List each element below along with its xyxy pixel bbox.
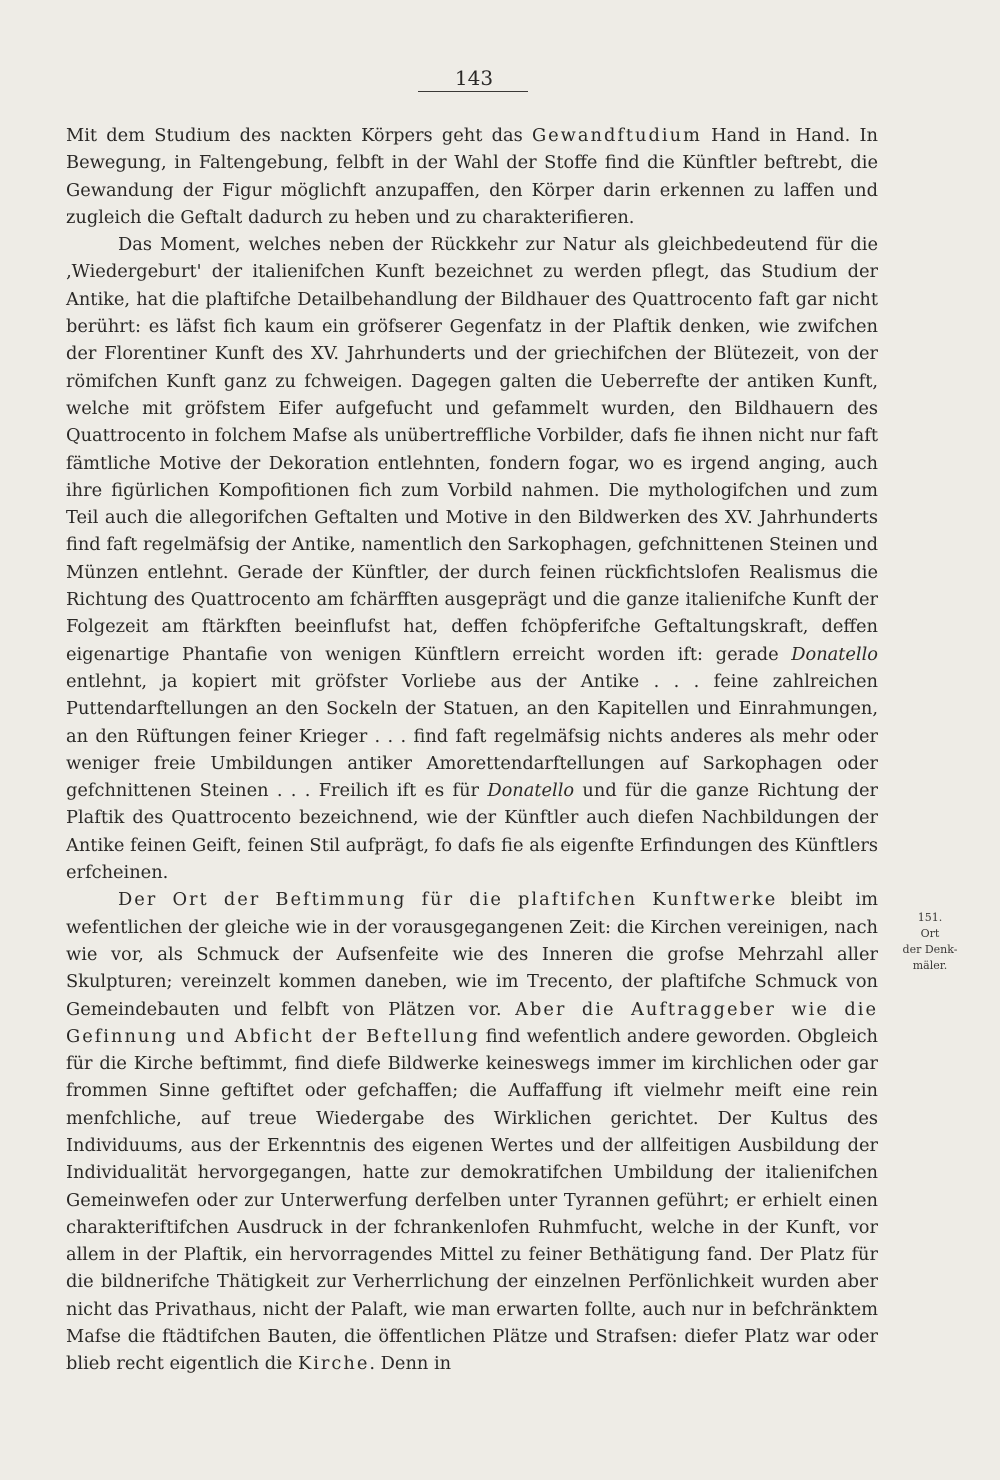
page-number: 143 — [454, 66, 494, 90]
spaced-emphasis: Aber die Auftraggeber wie die Gefinnung und Abficht der Beftellung — [66, 998, 878, 1047]
margin-note-line: mäler. — [912, 959, 948, 972]
paragraph-text: find wefentlich andere geworden. Obgleich für die Kirche beftimmt, find diefe Bildwerke keineswegs immer im kirchlichen oder gar frommen Sinne geftiftet oder gefchaffen; die Auffaffung ift vielmehr meift eine rein menfchliche, auf treue Wiedergabe des Wirklichen gerichtet. Der Kultus des Individuums, aus der Erkenntnis des eigenen Wertes und der allfeitigen Ausbildung der Individualität hervorgegangen, hatte zur demokratifchen Umbildung der italienifchen Gemeinwefen oder zur Unterwerfung derfelben unter Tyrannen geführt; er erhielt einen charakteriftifchen Ausdruck in der fchrankenlofen Ruhmfucht, welche in der Kunft, vor allem in der Plaftik, ein hervorragendes Mittel zu feiner Bethätigung fand. Der Platz für die bildnerifche Thätigkeit zur Verherrlichung der einzelnen Perfönlichkeit wurden aber nicht das Privathaus, nicht der Palaft, wie man erwarten follte, auch nur in befchränktem Mafse die ftädtifchen Bauten, die öffentlichen Plätze und Strafsen: diefer Platz war oder blieb recht eigentlich die — [66, 1025, 878, 1375]
spaced-emphasis: Kirche — [297, 1353, 370, 1375]
margin-note — [888, 910, 972, 974]
paragraph-antike — [66, 231, 878, 886]
paragraph-text: Mit dem Studium des nackten Körpers geht das — [66, 125, 532, 146]
italic-name: Donatello — [791, 643, 878, 665]
paragraph-text: entlehnt, ja kopiert mit gröfster Vorliebe aus der Antike . . . feine zahlreichen Puttendarftellungen an den Sockeln der Statuen, an den Kapitellen und Einrahmungen, an den Rüftungen feiner Krieger . . . find faft regelmäfsig nichts anderes als mehr oder weniger freie Umbildungen antiker Amorettendarftellungen auf Sarkophagen oder gefchnittenen Steinen . . . Freilich ift es für — [66, 670, 878, 802]
italic-name: Donatello — [487, 780, 575, 802]
paragraph-text: Das Moment, welches neben der Rückkehr zur Natur als gleichbedeutend für die ‚Wiedergeburt' der italienifchen Kunft bezeichnet zu werden pflegt, das Studium der Antike, hat die plaftifche Detailbehandlung der Bildhauer des Quattrocento faft gar nicht berührt: es läfst fich kaum ein gröfserer Gegenfatz in der Plaftik denken, wie zwifchen der Florentiner Kunft des XV. Jahrhunderts und der griechifchen der Blütezeit, von der römifchen Kunft ganz zu fchweigen. Dagegen galten die Ueberrefte der antiken Kunft, welche mit gröfstem Eifer aufgefucht und gefammelt wurden, den Bildhauern des Quattrocento in folchem Mafse als unübertreffliche Vorbilder, dafs fie ihnen nicht nur faft fämtliche Motive der Dekoration entlehnten, fondern fogar, wo es irgend anging, auch ihre figürlichen Kompofitionen fich zum Vorbild nahmen. Die mythologifchen und zum Teil auch die allegorifchen Geftalten und Motive in den Bildwerken des XV. Jahrhunderts find faft regelmäfsig der Antike, namentlich den Sarkophagen, gefchnittenen Steinen und Münzen entlehnt. Gerade der Künftler, der durch feinen rückfichtslofen Realismus die Richtung des Quattrocento am fchärfften ausgeprägt und die ganze italienifche Kunft der Folgezeit am ftärkften beeinflufst hat, deffen fchöpferifche Geftaltungskraft, deffen eigenartige Phantafie von wenigen Künftlern erreicht worden ift: gerade — [66, 234, 878, 665]
spaced-emphasis: Gewandftudium — [531, 125, 702, 146]
header-rule — [418, 91, 528, 92]
margin-note-number: 151. — [917, 911, 943, 924]
paragraph-text: und für die ganze Richtung der Plaftik des Quattrocento bezeichnend, wie der Künftler auch diefen Nachbildungen der Antike feinen Geift, feinen Stil aufprägt, fo dafs fie als eigenfte Erfindungen des Künftlers erfcheinen. — [66, 780, 878, 884]
paragraph-ort — [66, 886, 878, 1377]
paragraph-gewandstudium — [66, 122, 878, 231]
margin-note-line: Ort — [920, 927, 940, 940]
margin-note-line: der Denk- — [902, 943, 958, 956]
paragraph-text: Hand in Hand. In Bewegung, in Faltengebung, felbft in der Wahl der Stoffe find die Künftler beftrebt, die Gewandung der Figur möglichft anzupaffen, den Körper darin erkennen zu laffen und zugleich die Geftalt dadurch zu heben und zu charakterifieren. — [66, 125, 878, 228]
paragraph-text: . Denn in — [369, 1353, 452, 1375]
spaced-emphasis: Der Ort der Beftimmung für die plaftifchen Kunftwerke — [118, 889, 778, 911]
body-text — [66, 122, 878, 1378]
paragraph-text: bleibt im wefentlichen der gleiche wie in der vorausgegangenen Zeit: die Kirchen vereinigen, nach wie vor, als Schmuck der Aufsenfeite wie des Inneren die grofse Mehrzahl aller Skulpturen; vereinzelt kommen daneben, wie im Trecento, der plaftifche Schmuck von Gemeindebauten und felbft von Plätzen vor. — [66, 889, 878, 1020]
